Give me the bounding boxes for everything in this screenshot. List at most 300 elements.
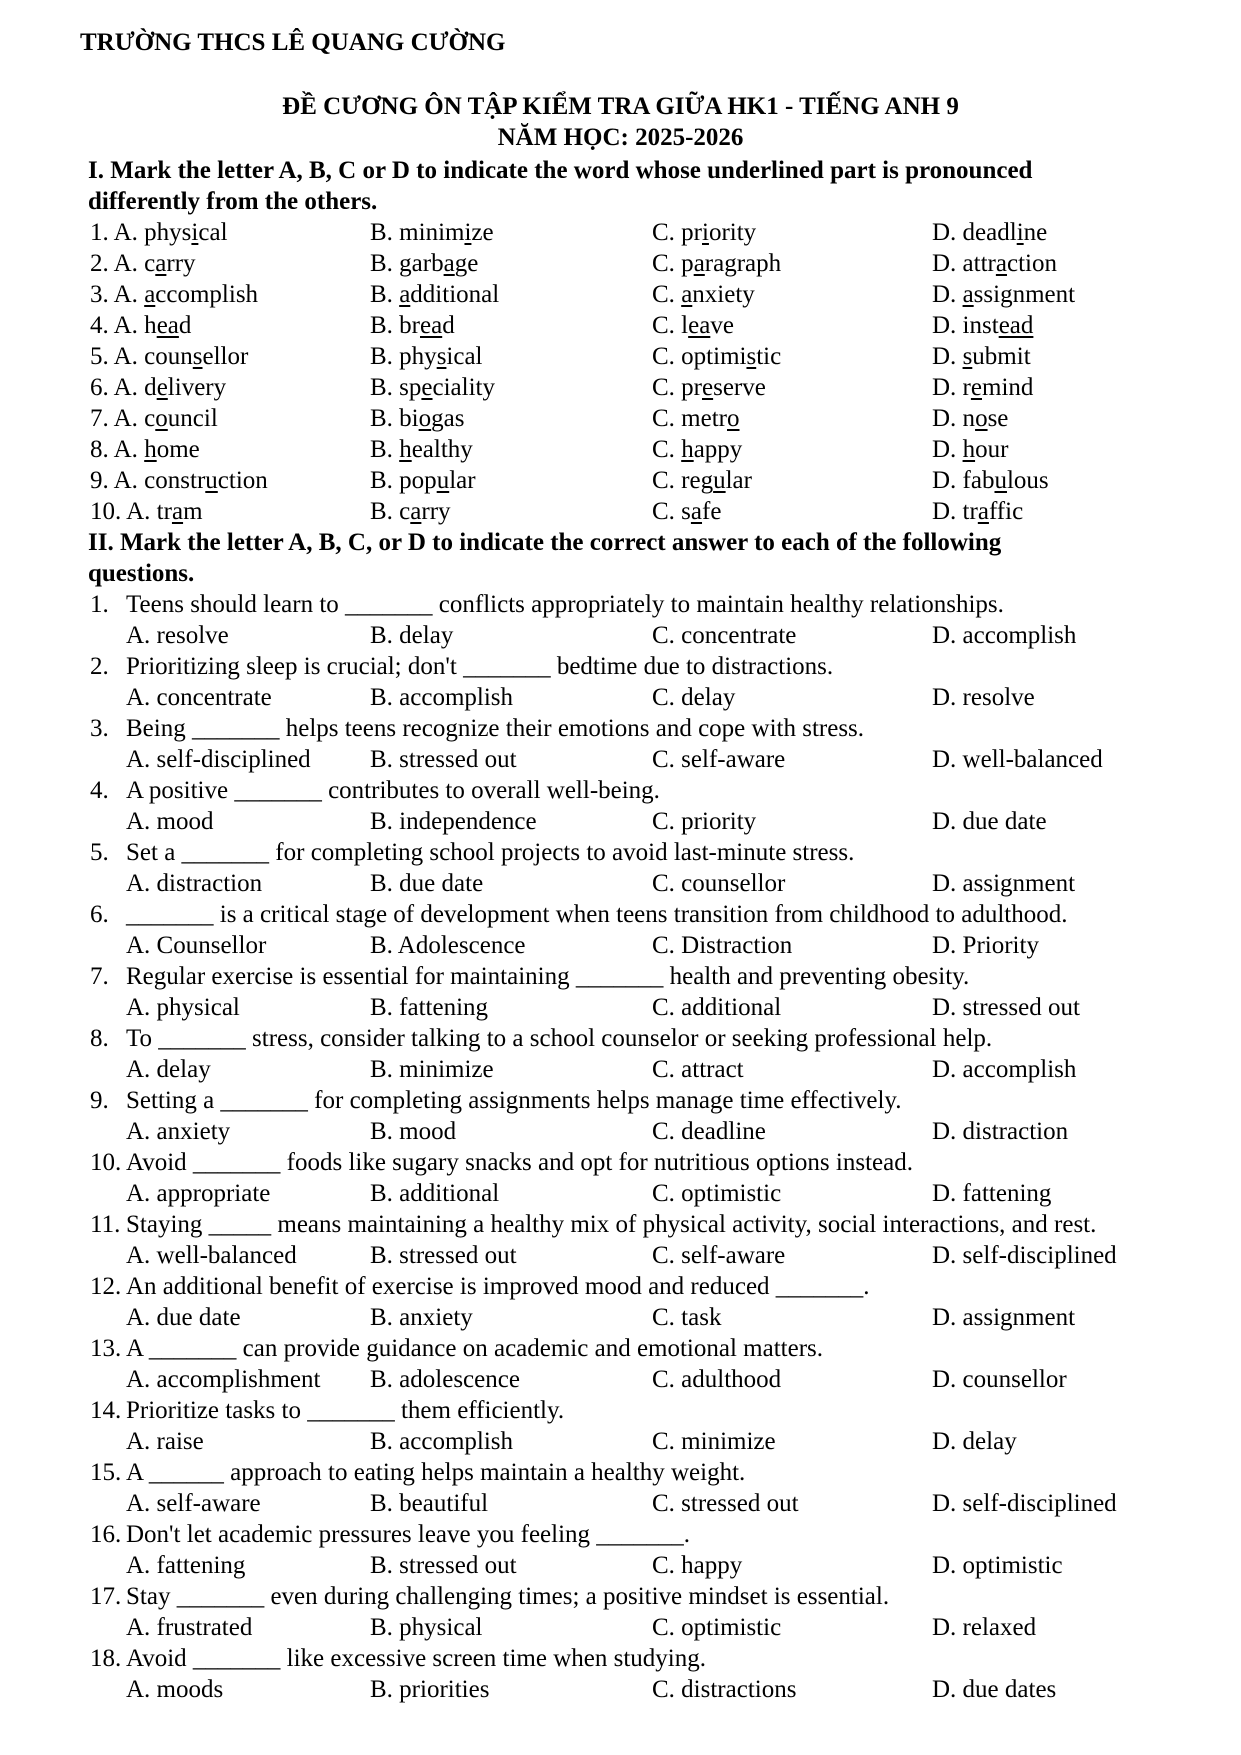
answer-option-d: D. self-disciplined [932, 1242, 1117, 1269]
answer-option-b: B. due date [370, 870, 484, 897]
question-number: 15. [90, 1459, 122, 1486]
answer-option-c: C. stressed out [652, 1490, 799, 1517]
question-options-row [0, 1054, 1241, 1085]
answer-option-d: D. Priority [932, 932, 1039, 959]
school-year: NĂM HỌC: 2025-2026 [497, 124, 744, 151]
word-part: ge [454, 250, 479, 277]
word-part: B. c [370, 498, 411, 525]
word-part: d [442, 312, 455, 339]
question-number: 6. [90, 901, 109, 928]
word-part: C. pr [652, 374, 702, 401]
answer-option-b: B. anxiety [370, 1304, 473, 1331]
answer-option-b: B. fattening [370, 994, 489, 1021]
word-part: ve [710, 312, 734, 339]
underlined-part: ea [156, 312, 179, 339]
answer-option-b: B. stressed out [370, 746, 517, 773]
answer-option-c: C. priority [652, 808, 757, 835]
underlined-part: h [399, 436, 412, 463]
option-b [370, 341, 483, 372]
question-number: 8. [90, 1025, 109, 1052]
question-number: 4. [90, 777, 109, 804]
question-options-row [0, 744, 1241, 775]
answer-option-b: B. physical [370, 1614, 483, 1641]
question-number: 11. [90, 1211, 121, 1238]
question-number: 12. [90, 1273, 122, 1300]
question-stem-row [0, 1147, 1241, 1178]
section-1-heading-cont: differently from the others. [88, 188, 378, 215]
answer-option-d: D. resolve [932, 684, 1035, 711]
word-part: C. p [652, 250, 694, 277]
section-1-heading: I. Mark the letter A, B, C or D to indicate the word whose underlined part is pronounced [88, 157, 1033, 184]
item-number: 4. [90, 312, 109, 339]
underlined-part: a [144, 281, 156, 308]
underlined-part: h [962, 436, 976, 463]
underlined-part: a [171, 498, 184, 525]
question-options-row [0, 1178, 1241, 1209]
question-number: 10. [90, 1149, 122, 1176]
pronunciation-item [0, 217, 1241, 248]
word-part: uncil [167, 405, 218, 432]
word-part: B. garb [370, 250, 444, 277]
question-stem: Set a _______ for completing school projects to avoid last-minute stress. [126, 839, 855, 866]
underlined-part: a [410, 498, 422, 525]
question-number: 13. [90, 1335, 122, 1362]
underlined-part: a [399, 281, 411, 308]
underlined-part: a [690, 498, 703, 525]
word-part: ority [708, 219, 757, 246]
question-stem: Prioritizing sleep is crucial; don't _______ bedtime due to distractions. [126, 653, 834, 680]
word-part: B. br [370, 312, 420, 339]
question-stem: A _______ can provide guidance on academic and emotional matters. [126, 1335, 823, 1362]
word-part: D. n [932, 405, 976, 432]
word-part: D. [932, 281, 963, 308]
question-stem: Teens should learn to _______ conflicts appropriately to maintain healthy relationships. [126, 591, 1004, 618]
question-number: 14. [90, 1397, 122, 1424]
question-stem-row [0, 775, 1241, 806]
option-c [652, 403, 740, 434]
item-number: 2. [90, 250, 109, 277]
word-part: D. fab [932, 467, 995, 494]
answer-option-c: C. self-aware [652, 1242, 786, 1269]
underlined-part: s [436, 343, 447, 370]
question-number: 7. [90, 963, 109, 990]
question-stem: Being _______ helps teens recognize their emotions and cope with stress. [126, 715, 865, 742]
option-a [90, 310, 191, 341]
question-stem-row [0, 713, 1241, 744]
answer-option-b: B. beautiful [370, 1490, 489, 1517]
question-stem-row [0, 1643, 1241, 1674]
pronunciation-item [0, 279, 1241, 310]
question-stem: An additional benefit of exercise is improved mood and reduced _______. [126, 1273, 870, 1300]
word-part: ome [156, 436, 200, 463]
item-number: 10. [90, 498, 122, 525]
pronunciation-item [0, 248, 1241, 279]
document-title: ĐỀ CƯƠNG ÔN TẬP KIỂM TRA GIỮA HK1 - TIẾNG ANH 9 [282, 93, 959, 120]
answer-option-d: D. well-balanced [932, 746, 1103, 773]
question-options-row [0, 1488, 1241, 1519]
question-options-row [0, 1116, 1241, 1147]
option-d [932, 465, 1049, 496]
word-part: d [178, 312, 192, 339]
word-part: fe [702, 498, 722, 525]
question-stem-row [0, 589, 1241, 620]
underlined-part: e [156, 374, 168, 401]
option-b [370, 310, 455, 341]
underlined-part: o [418, 405, 432, 432]
word-part: A. [113, 436, 145, 463]
word-part: B. bi [370, 405, 419, 432]
underlined-part: a [681, 281, 693, 308]
answer-option-a: A. mood [126, 808, 214, 835]
answer-option-a: A. frustrated [126, 1614, 253, 1641]
question-options-row [0, 1240, 1241, 1271]
word-part: A. coun [113, 343, 193, 370]
answer-option-a: A. accomplishment [126, 1366, 321, 1393]
word-part: D. [932, 343, 963, 370]
question-stem: Stay _______ even during challenging times; a positive mindset is essential. [126, 1583, 890, 1610]
word-part: C. metr [652, 405, 727, 432]
word-part: D. deadl [932, 219, 1017, 246]
word-part: D. [932, 436, 963, 463]
answer-option-a: A. self-aware [126, 1490, 261, 1517]
option-c [652, 248, 781, 279]
word-part: D. tr [932, 498, 978, 525]
word-part: m [183, 498, 203, 525]
underlined-part: o [155, 405, 168, 432]
word-part: ction [1006, 250, 1057, 277]
answer-option-b: B. delay [370, 622, 454, 649]
option-a [90, 248, 196, 279]
question-stem-row [0, 837, 1241, 868]
answer-option-b: B. minimize [370, 1056, 494, 1083]
option-a [90, 217, 228, 248]
question-stem: A positive _______ contributes to overall well-being. [126, 777, 660, 804]
item-number: 5. [90, 343, 109, 370]
school-name: TRƯỜNG THCS LÊ QUANG CƯỜNG [80, 29, 506, 56]
option-a [90, 372, 226, 403]
word-part: C. s [652, 498, 691, 525]
question-stem: Don't let academic pressures leave you feeling _______. [126, 1521, 691, 1548]
option-b [370, 279, 499, 310]
answer-option-c: C. Distraction [652, 932, 793, 959]
item-number: 6. [90, 374, 109, 401]
answer-option-a: A. raise [126, 1428, 204, 1455]
word-part: C. l [652, 312, 689, 339]
answer-option-c: C. minimize [652, 1428, 776, 1455]
pronunciation-item [0, 341, 1241, 372]
answer-option-b: B. accomplish [370, 684, 514, 711]
question-stem-row [0, 1085, 1241, 1116]
word-part: ze [471, 219, 494, 246]
option-a [90, 496, 203, 527]
underlined-part: a [155, 250, 167, 277]
option-b [370, 465, 476, 496]
word-part: rry [421, 498, 451, 525]
option-c [652, 434, 742, 465]
question-stem: Regular exercise is essential for maintaining _______ health and preventing obesity. [126, 963, 970, 990]
answer-option-d: D. accomplish [932, 1056, 1077, 1083]
underlined-part: i [191, 219, 199, 246]
question-stem: _______ is a critical stage of development when teens transition from childhood to adulthood. [126, 901, 1068, 928]
word-part: lous [1006, 467, 1049, 494]
word-part: ubmit [972, 343, 1031, 370]
question-stem: To _______ stress, consider talking to a school counselor or seeking professional help. [126, 1025, 993, 1052]
question-stem-row [0, 1209, 1241, 1240]
option-a [90, 403, 218, 434]
question-stem-row [0, 1581, 1241, 1612]
question-number: 16. [90, 1521, 122, 1548]
answer-option-c: C. self-aware [652, 746, 786, 773]
word-part: C. [652, 281, 682, 308]
question-stem-row [0, 651, 1241, 682]
item-number: 1. [90, 219, 109, 246]
question-options-row [0, 682, 1241, 713]
question-options-row [0, 930, 1241, 961]
word-part: tic [756, 343, 782, 370]
question-stem: Staying _____ means maintaining a healthy mix of physical activity, social interactions, and rest. [126, 1211, 1097, 1238]
underlined-part: s [192, 343, 203, 370]
option-c [652, 465, 752, 496]
answer-option-b: B. mood [370, 1118, 457, 1145]
word-part: gas [431, 405, 465, 432]
word-part: cal [198, 219, 228, 246]
pronunciation-item [0, 310, 1241, 341]
word-part: A. c [113, 405, 156, 432]
underlined-part: h [144, 436, 157, 463]
option-d [932, 217, 1047, 248]
word-part: C. reg [652, 467, 714, 494]
item-number: 3. [90, 281, 109, 308]
word-part: ealthy [411, 436, 473, 463]
word-part: ssignment [973, 281, 1076, 308]
answer-option-c: C. distractions [652, 1676, 797, 1703]
option-c [652, 310, 734, 341]
word-part: ffic [988, 498, 1024, 525]
answer-option-d: D. optimistic [932, 1552, 1063, 1579]
word-part: lar [449, 467, 476, 494]
question-stem-row [0, 1395, 1241, 1426]
underlined-part: e [421, 374, 433, 401]
word-part: B. phy [370, 343, 437, 370]
question-options-row [0, 868, 1241, 899]
question-options-row [0, 1426, 1241, 1457]
item-number: 7. [90, 405, 109, 432]
answer-option-d: D. fattening [932, 1180, 1052, 1207]
question-options-row [0, 1612, 1241, 1643]
underlined-part: u [994, 467, 1007, 494]
underlined-part: o [975, 405, 988, 432]
answer-option-c: C. attract [652, 1056, 744, 1083]
underlined-part: u [436, 467, 450, 494]
option-d [932, 248, 1057, 279]
question-stem-row [0, 1023, 1241, 1054]
word-part: B. sp [370, 374, 422, 401]
question-stem: Prioritize tasks to _______ them efficiently. [126, 1397, 565, 1424]
underlined-part: i [702, 219, 709, 246]
option-a [90, 279, 258, 310]
word-part: ccomplish [155, 281, 259, 308]
item-number: 9. [90, 467, 109, 494]
answer-option-b: B. accomplish [370, 1428, 514, 1455]
question-options-row [0, 992, 1241, 1023]
word-part: mind [982, 374, 1034, 401]
question-options-row [0, 1550, 1241, 1581]
question-stem: Avoid _______ foods like sugary snacks and opt for nutritious options instead. [126, 1149, 913, 1176]
word-part: nxiety [692, 281, 755, 308]
answer-option-d: D. delay [932, 1428, 1017, 1455]
question-stem-row [0, 1333, 1241, 1364]
section-2-heading: II. Mark the letter A, B, C, or D to indicate the correct answer to each of the following [88, 529, 1002, 556]
question-options-row [0, 1364, 1241, 1395]
question-stem-row [0, 1519, 1241, 1550]
pronunciation-item [0, 434, 1241, 465]
question-number: 17. [90, 1583, 122, 1610]
option-c [652, 372, 766, 403]
answer-option-d: D. self-disciplined [932, 1490, 1117, 1517]
answer-option-b: B. priorities [370, 1676, 490, 1703]
question-number: 2. [90, 653, 109, 680]
answer-option-c: C. optimistic [652, 1614, 782, 1641]
underlined-part: h [681, 436, 694, 463]
word-part: B. pop [370, 467, 437, 494]
answer-option-d: D. assignment [932, 870, 1076, 897]
word-part: A. constr [113, 467, 206, 494]
answer-option-b: B. additional [370, 1180, 500, 1207]
word-part: A. phys [113, 219, 192, 246]
answer-option-a: A. well-balanced [126, 1242, 297, 1269]
option-b [370, 403, 464, 434]
answer-option-c: C. counsellor [652, 870, 786, 897]
answer-option-a: A. anxiety [126, 1118, 231, 1145]
answer-option-d: D. counsellor [932, 1366, 1067, 1393]
option-a [90, 341, 248, 372]
word-part: C. [652, 436, 682, 463]
answer-option-a: A. self-disciplined [126, 746, 311, 773]
answer-option-c: C. deadline [652, 1118, 766, 1145]
answer-option-d: D. due date [932, 808, 1047, 835]
word-part: dditional [410, 281, 500, 308]
underlined-part: a [977, 498, 989, 525]
option-b [370, 496, 451, 527]
word-part: livery [167, 374, 227, 401]
underlined-part: a [995, 250, 1007, 277]
answer-option-a: A. concentrate [126, 684, 272, 711]
word-part: se [987, 405, 1009, 432]
word-part: lar [725, 467, 752, 494]
pronunciation-item [0, 403, 1241, 434]
option-c [652, 341, 781, 372]
option-d [932, 434, 1008, 465]
word-part: B. [370, 281, 400, 308]
question-number: 9. [90, 1087, 109, 1114]
answer-option-c: C. concentrate [652, 622, 797, 649]
section-2-heading-cont: questions. [88, 560, 195, 587]
answer-option-a: A. physical [126, 994, 240, 1021]
word-part: C. pr [652, 219, 702, 246]
question-number: 5. [90, 839, 109, 866]
option-b [370, 248, 478, 279]
answer-option-c: C. delay [652, 684, 736, 711]
word-part: D. r [932, 374, 971, 401]
option-d [932, 279, 1075, 310]
word-part: serve [713, 374, 766, 401]
word-part: ical [446, 343, 483, 370]
pronunciation-item [0, 496, 1241, 527]
answer-option-d: D. relaxed [932, 1614, 1037, 1641]
answer-option-b: B. Adolescence [370, 932, 526, 959]
underlined-part: i [1016, 219, 1024, 246]
word-part: ellor [202, 343, 249, 370]
option-b [370, 372, 495, 403]
question-stem: A ______ approach to eating helps maintain a healthy weight. [126, 1459, 746, 1486]
answer-option-a: A. delay [126, 1056, 211, 1083]
answer-option-a: A. Counsellor [126, 932, 267, 959]
answer-option-c: C. adulthood [652, 1366, 782, 1393]
answer-option-a: A. fattening [126, 1552, 246, 1579]
option-c [652, 217, 756, 248]
word-part: B. minim [370, 219, 465, 246]
option-c [652, 279, 755, 310]
option-d [932, 403, 1008, 434]
question-options-row [0, 1302, 1241, 1333]
answer-option-c: C. additional [652, 994, 782, 1021]
question-number: 18. [90, 1645, 122, 1672]
answer-option-d: D. assignment [932, 1304, 1076, 1331]
question-options-row [0, 1674, 1241, 1705]
word-part: appy [693, 436, 743, 463]
answer-option-d: D. accomplish [932, 622, 1077, 649]
word-part: B. [370, 436, 400, 463]
underlined-part: a [962, 281, 974, 308]
answer-option-c: C. task [652, 1304, 722, 1331]
question-stem: Avoid _______ like excessive screen time when studying. [126, 1645, 706, 1672]
answer-option-a: A. resolve [126, 622, 229, 649]
question-options-row [0, 806, 1241, 837]
underlined-part: i [464, 219, 472, 246]
underlined-part: e [970, 374, 982, 401]
underlined-part: u [713, 467, 726, 494]
question-options-row [0, 620, 1241, 651]
option-d [932, 341, 1031, 372]
question-stem-row [0, 1271, 1241, 1302]
option-d [932, 496, 1023, 527]
underlined-part: a [443, 250, 455, 277]
word-part: C. optimi [652, 343, 747, 370]
answer-option-d: D. distraction [932, 1118, 1069, 1145]
answer-option-b: B. stressed out [370, 1552, 517, 1579]
word-part: A. h [113, 312, 157, 339]
option-a [90, 465, 268, 496]
question-stem: Setting a _______ for completing assignments helps manage time effectively. [126, 1087, 902, 1114]
answer-option-a: A. due date [126, 1304, 241, 1331]
pronunciation-item [0, 372, 1241, 403]
answer-option-d: D. stressed out [932, 994, 1080, 1021]
word-part: A. c [113, 250, 156, 277]
question-number: 1. [90, 591, 109, 618]
question-stem-row [0, 899, 1241, 930]
option-b [370, 434, 473, 465]
underlined-part: u [205, 467, 218, 494]
option-c [652, 496, 721, 527]
answer-option-b: B. stressed out [370, 1242, 517, 1269]
underlined-part: ead [998, 312, 1034, 339]
answer-option-d: D. due dates [932, 1676, 1057, 1703]
option-a [90, 434, 200, 465]
underlined-part: ea [420, 312, 443, 339]
answer-option-a: A. moods [126, 1676, 224, 1703]
word-part: A. d [113, 374, 157, 401]
word-part: A. [113, 281, 145, 308]
